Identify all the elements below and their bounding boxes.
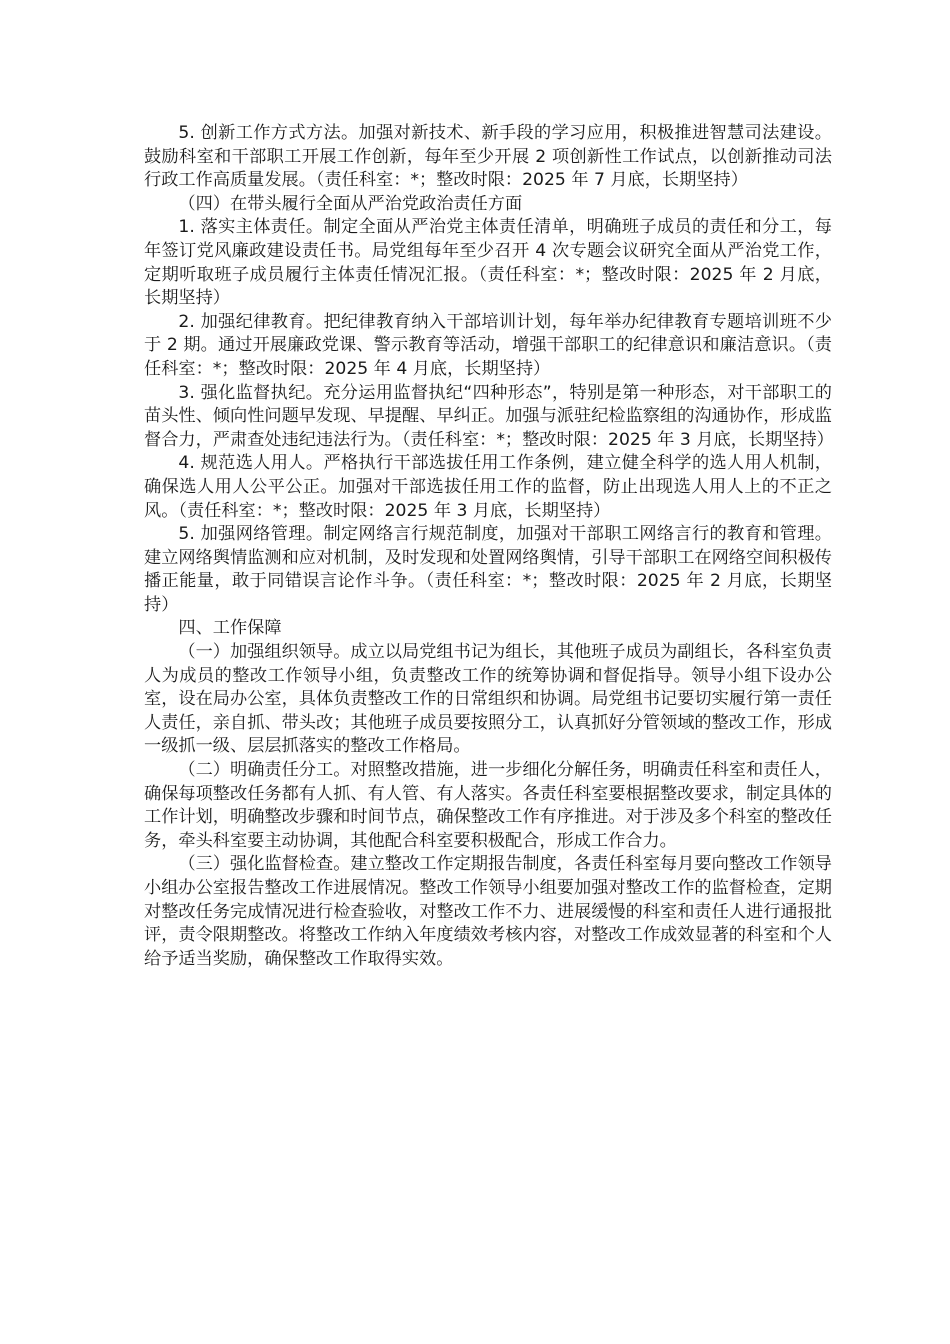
paragraph-network-management: 5. 加强网络管理。制定网络言行规范制度，加强对干部职工网络言行的教育和管理。建立网络舆情监测和应对机制，及时发现和处置网络舆情，引导干部职工在网络空间积极传播正能量，敢于同错误言论作斗争。（责任科室：*；整改时限：2025 年 2 月底，长期坚持）: [144, 524, 832, 615]
document-page: [144, 122, 832, 971]
section-heading-4: （四）在带头履行全面从严治党政治责任方面: [178, 193, 523, 214]
paragraph-discipline-education: 2. 加强纪律教育。把纪律教育纳入干部培训计划，每年举办纪律教育专题培训班不少于 2 期。通过开展廉政党课、警示教育等活动，增强干部职工的纪律意识和廉洁意识。（责任科室：*；整改时限：2025 年 4 月底，长期坚持）: [144, 311, 832, 379]
paragraph-main-responsibility: 1. 落实主体责任。制定全面从严治党主体责任清单，明确班子成员的责任和分工，每年签订党风廉政建设责任书。局党组每年至少召开 4 次专题会议研究全面从严治党工作，定期听取班子成员履行主体责任情况汇报。（责任科室：*；整改时限：2025 年 2 月底，长期坚持）: [144, 217, 832, 309]
paragraph-organization-leadership: （一）加强组织领导。成立以局党组书记为组长，其他班子成员为副组长，各科室负责人为成员的整改工作领导小组，负责整改工作的统筹协调和督促指导。领导小组下设办公室，设在局办公室，具体负责整改工作的日常组织和协调。局党组书记要切实履行第一责任人责任，亲自抓、带头改；其他班子成员要按照分工，认真抓好分管领域的整改工作，形成一级抓一级、层层抓落实的整改工作格局。: [144, 642, 832, 757]
paragraph-innovation: 5. 创新工作方式方法。加强对新技术、新手段的学习应用，积极推进智慧司法建设。鼓励科室和干部职工开展工作创新，每年至少开展 2 项创新性工作试点，以创新推动司法行政工作高质量发展。（责任科室：*；整改时限：2025 年 7 月底，长期坚持）: [144, 123, 832, 191]
paragraph-supervision: 3. 强化监督执纪。充分运用监督执纪“四种形态”，特别是第一种形态，对干部职工的苗头性、倾向性问题早发现、早提醒、早纠正。加强与派驻纪检监察组的沟通协作，形成监督合力，严肃查处违纪违法行为。（责任科室：*；整改时限：2025 年 3 月底，长期坚持）: [144, 382, 834, 450]
paragraph-personnel-selection: 4. 规范选人用人。严格执行干部选拔任用工作条例，建立健全科学的选人用人机制，确保选人用人公平公正。加强对干部选拔任用工作的监督，防止出现选人用人上的不正之风。（责任科室：*；整改时限：2025 年 3 月底，长期坚持）: [144, 453, 832, 521]
paragraph-supervision-inspection: （三）强化监督检查。建立整改工作定期报告制度，各责任科室每月要向整改工作领导小组办公室报告整改工作进展情况。整改工作领导小组要加强对整改工作的监督检查，定期对整改任务完成情况进行检查验收，对整改工作不力、进展缓慢的科室和责任人进行通报批评，责令限期整改。将整改工作纳入年度绩效考核内容，对整改工作成效显著的科室和个人给予适当奖励，确保整改工作取得实效。: [144, 854, 832, 969]
chapter-heading-guarantee: 四、工作保障: [178, 618, 282, 639]
paragraph-responsibility-division: （二）明确责任分工。对照整改措施，进一步细化分解任务，明确责任科室和责任人，确保每项整改任务都有人抓、有人管、有人落实。各责任科室要根据整改要求，制定具体的工作计划，明确整改步骤和时间节点，确保整改工作有序推进。对于涉及多个科室的整改任务，牵头科室要主动协调，其他配合科室要积极配合，形成工作合力。: [144, 760, 832, 851]
